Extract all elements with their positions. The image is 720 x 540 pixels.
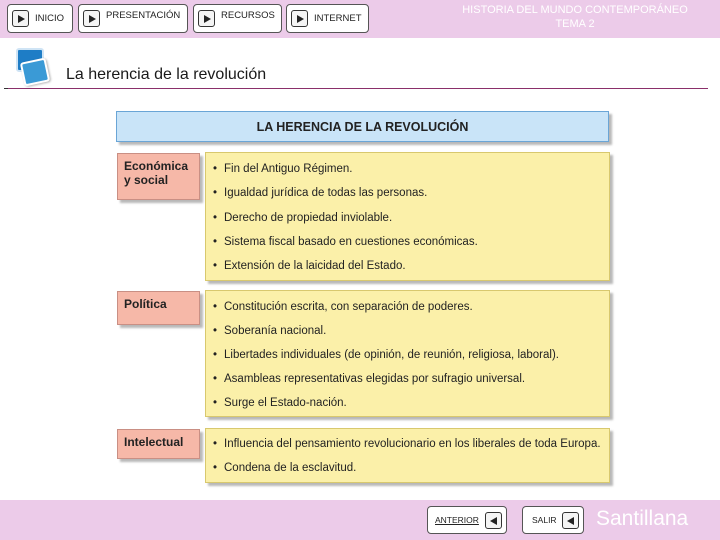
category-label: Económica: [124, 159, 189, 173]
nav-button-presentacion[interactable]: [78, 4, 188, 33]
nav-button-label: RECURSOS: [221, 10, 275, 21]
previous-button[interactable]: [427, 506, 507, 534]
list-item: • Constitución escrita, con separación de poderes.: [212, 295, 603, 319]
category-politica: [117, 291, 200, 325]
topic-line: TEMA 2: [555, 18, 595, 30]
category-intelectual: [117, 429, 200, 459]
play-right-icon: [291, 10, 308, 27]
list-item: • Derecho de propiedad inviolable.: [212, 206, 603, 230]
content-box-economica-social: [205, 152, 610, 281]
nav-button-label: PRESENTACIÓN: [106, 10, 181, 21]
previous-button-label: ANTERIOR: [435, 515, 479, 525]
category-economica-social: [117, 153, 200, 200]
nav-button-internet[interactable]: [286, 4, 369, 33]
list-item: • Sistema fiscal basado en cuestiones económicas.: [212, 230, 603, 254]
category-label: Política: [124, 297, 167, 311]
subject-title: [440, 3, 710, 31]
nav-button-label: INICIO: [35, 13, 65, 24]
play-right-icon: [12, 10, 29, 27]
list-item: • Surge el Estado-nación.: [212, 391, 603, 415]
slide-title: La herencia de la revolución: [66, 66, 267, 83]
list-item: • Influencia del pensamiento revolucionario en los liberales de toda Europa.: [212, 433, 603, 457]
list-item: • Asambleas representativas elegidas por sufragio universal.: [212, 367, 603, 391]
nav-button-label: INTERNET: [314, 13, 362, 24]
subject-line: HISTORIA DEL MUNDO CONTEMPORÁNEO: [462, 4, 688, 16]
scheme-header: LA HERENCIA DE LA REVOLUCIÓN: [116, 111, 609, 142]
list-item: • Extensión de la laicidad del Estado.: [212, 254, 603, 278]
play-left-icon: [562, 512, 579, 529]
content-box-politica: [205, 290, 610, 417]
content-box-intelectual: [205, 428, 610, 483]
nav-button-inicio[interactable]: [7, 4, 73, 33]
category-label: Intelectual: [124, 435, 184, 449]
play-right-icon: [83, 10, 100, 27]
list-item: • Condena de la esclavitud.: [212, 457, 603, 481]
title-divider: [8, 88, 708, 89]
exit-button[interactable]: [522, 506, 584, 534]
santillana-logo: [10, 46, 52, 90]
play-left-icon: [485, 512, 502, 529]
exit-button-label: SALIR: [532, 515, 557, 525]
list-item: • Libertades individuales (de opinión, de reunión, religiosa, laboral).: [212, 343, 603, 367]
list-item: • Soberanía nacional.: [212, 319, 603, 343]
nav-button-recursos[interactable]: [193, 4, 282, 33]
list-item: • Igualdad jurídica de todas las personas.: [212, 181, 603, 205]
brand-wordmark: Santillana: [596, 507, 689, 530]
category-label: y social: [124, 173, 169, 187]
list-item: • Fin del Antiguo Régimen.: [212, 157, 603, 181]
play-right-icon: [198, 10, 215, 27]
